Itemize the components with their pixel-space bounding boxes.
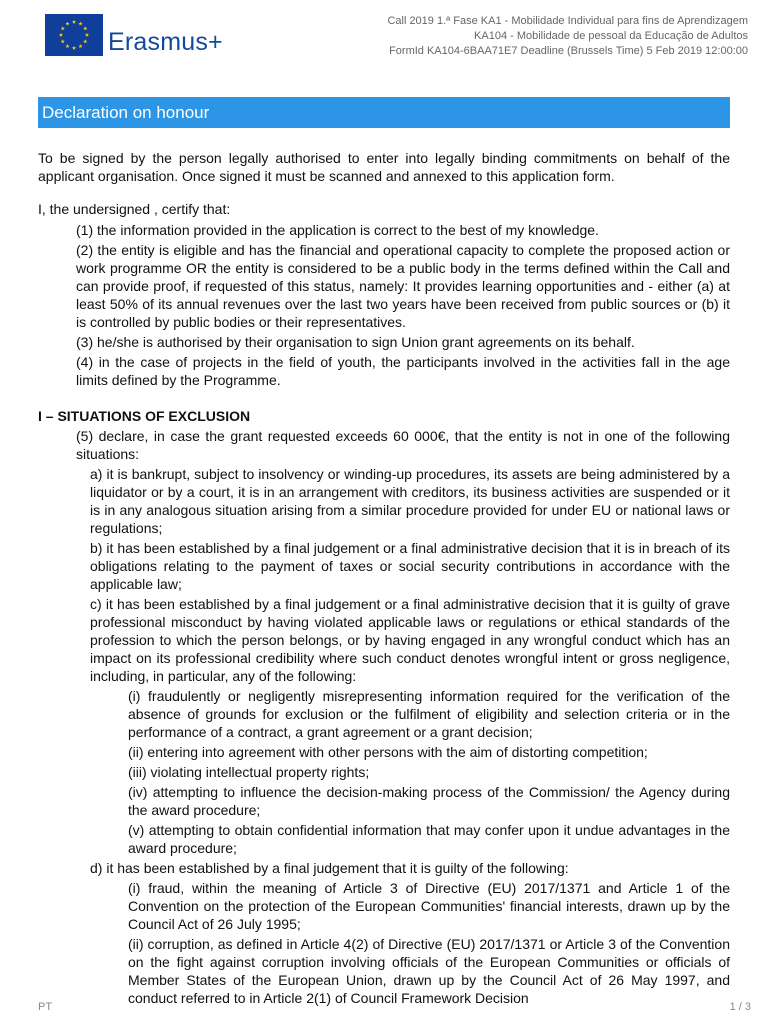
declaration-body xyxy=(38,149,730,1009)
section-title-bar: Declaration on honour xyxy=(38,97,730,128)
meta-line: KA104 - Mobilidade de pessoal da Educação de Adultos xyxy=(474,30,748,42)
sub-item: (iii) violating intellectual property rights; xyxy=(128,764,370,780)
intro-paragraph: To be signed by the person legally authorised to enter into legally binding commitments on behalf of the applicant organisation. Once signed it must be scanned and annexed to this application form. xyxy=(38,150,730,184)
eu-flag-icon xyxy=(45,14,103,56)
footer-page-number: 1 / 3 xyxy=(729,1001,751,1013)
certify-line: I, the undersigned , certify that: xyxy=(38,201,231,217)
declaration-item: (3) he/she is authorised by their organisation to sign Union grant agreements on its behalf. xyxy=(76,334,635,350)
logo-text: Erasmus+ xyxy=(108,28,223,56)
section-heading: I – SITUATIONS OF EXCLUSION xyxy=(38,408,251,424)
erasmus-logo xyxy=(45,14,235,64)
sub-item: (ii) corruption, as defined in Article 4(2) of Directive (EU) 2017/1371 or Article 3 of the Convention on the fight against corruption involving officials of the European Communities or officials of Member States of the European Union, drawn up by the Council Act of 26 May 1997, and conduct referred to in Article 2(1) of Council Framework Decision xyxy=(128,936,730,1006)
meta-line: Call 2019 1.ª Fase KA1 - Mobilidade Individual para fins de Aprendizagem xyxy=(387,15,748,27)
declaration-item: (2) the entity is eligible and has the financial and operational capacity to complete the proposed action or work programme OR the entity is considered to be a public body in the terms defined within the Call and can provide proof, if requested of this status, namely: It provides learning opportunities and - either (a) at least 50% of its annual revenues over the last two years have been received from public sources or (b) it is controlled by public bodies or their representatives. xyxy=(76,242,730,330)
exclusion-item-c: c) it has been established by a final judgement or a final administrative decision that it is guilty of grave professional misconduct by having violated applicable laws or regulations or ethical standards of the profession to which the person belongs, or by having engaged in any wrongful conduct which has an impact on its professional credibility where such conduct denotes wrongful intent or gross negligence, including, in particular, any of the following: xyxy=(90,596,730,684)
declaration-item: (4) in the case of projects in the field of youth, the participants involved in the activities fall in the age limits defined by the Programme. xyxy=(76,354,730,388)
meta-line: FormId KA104-6BAA71E7 Deadline (Brussels Time) 5 Feb 2019 12:00:00 xyxy=(389,45,748,57)
form-meta xyxy=(288,14,748,59)
sub-item: (i) fraudulently or negligently misrepresenting information required for the verification of the absence of grounds for exclusion or the fulfilment of eligibility and selection criteria or in the performance of a contract, a grant agreement or a grant decision; xyxy=(128,688,730,740)
sub-item: (iv) attempting to influence the decision-making process of the Commission/ the Agency during the award procedure; xyxy=(128,784,730,818)
exclusion-item-b: b) it has been established by a final judgement or a final administrative decision that it is in breach of its obligations relating to the payment of taxes or social security contributions in accordance with the applicable law; xyxy=(90,540,730,592)
sub-item: (i) fraud, within the meaning of Article 3 of Directive (EU) 2017/1371 and Article 1 of the Convention on the protection of the European Communities' financial interests, drawn up by the Council Act of 26 July 1995; xyxy=(128,880,730,932)
sub-item: (v) attempting to obtain confidential information that may confer upon it undue advantages in the award procedure; xyxy=(128,822,730,856)
sub-item: (ii) entering into agreement with other persons with the aim of distorting competition; xyxy=(128,744,648,760)
declaration-item: (5) declare, in case the grant requested exceeds 60 000€, that the entity is not in one of the following situations: xyxy=(76,428,730,462)
exclusion-item-d: d) it has been established by a final judgement that it is guilty of the following: xyxy=(90,860,569,876)
footer-language: PT xyxy=(38,1001,53,1013)
declaration-item: (1) the information provided in the application is correct to the best of my knowledge. xyxy=(76,222,599,238)
exclusion-item-a: a) it is bankrupt, subject to insolvency or winding-up procedures, its assets are being administered by a liquidator or by a court, it is in an arrangement with creditors, its business activities are suspended or it is in any analogous situation arising from a similar procedure provided for under EU or national laws or regulations; xyxy=(90,466,730,536)
page-header xyxy=(0,0,768,80)
